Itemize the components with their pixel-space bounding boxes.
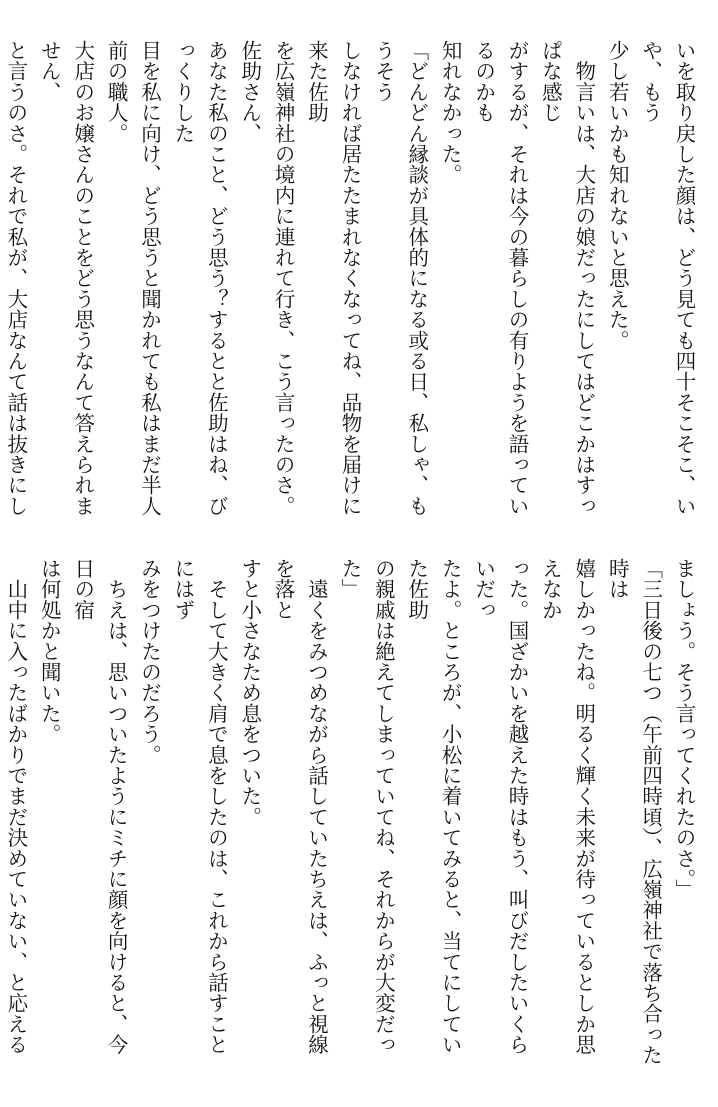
paragraph: 物言いは、大店の娘だったにしてはどこかはすっぱな感じ がするが、それは今の暮らしの有りようを語っているのかも 知れなかった。 [438,40,596,517]
paragraph: 遠くをみつめながら話していたちえは、ふっと視線を落と すと小さなため息をついた。 [237,558,329,1055]
paragraph: ちえは、思いついたようにミチに顔を向けると、今日の宿 は何処かと聞いた。 [37,558,129,1055]
paragraph: ましょう。そう言ってくれたのさ。」 [672,558,696,900]
upper-text-block [3,40,700,535]
paragraph: 「三日後の七つ（午前四時頃）、広嶺神社で落ち合った時は 嬉しかったね。明るく輝く未来が待っているとしか思えなか った。国ざかいを越えた時はもう、叫びだしたいくらいだっ たよ。ところが、小松に着いてみると、当てにしていた佐助 の親戚は絶えてしまっていてね、それからが大変だった」 [337,558,663,1066]
paragraph: いを取り戻した顔は、どう見ても四十そこそこ、いや、もう 少し若いかも知れないと思えた。 [605,40,696,517]
lower-text-block [3,558,700,1068]
paragraph: そして大きく肩で息をしたのは、これから話すことにはず みをつけたのだろう。 [137,558,229,1055]
paragraph: 「どんどん縁談が具体的になる或る日、私しゃ、もうそう しなければ居たたまれなくなってね、品物を届けに来た佐助 を広嶺神社の境内に連れて行き、こう言ったのさ。佐助さん、 あなた私のこと、どう思う？するとと佐助はね、びっくりした 目を私に向け、どう思うと聞かれても私はまだ半人前の職人。 大店のお嬢さんのことをどう思うなんて答えられません、 と言うのさ。それで私が、大店なんて話は抜きにし [3,40,429,517]
paragraph: 山中に入ったばかりでまだ決めていない、と応える [3,578,28,1055]
